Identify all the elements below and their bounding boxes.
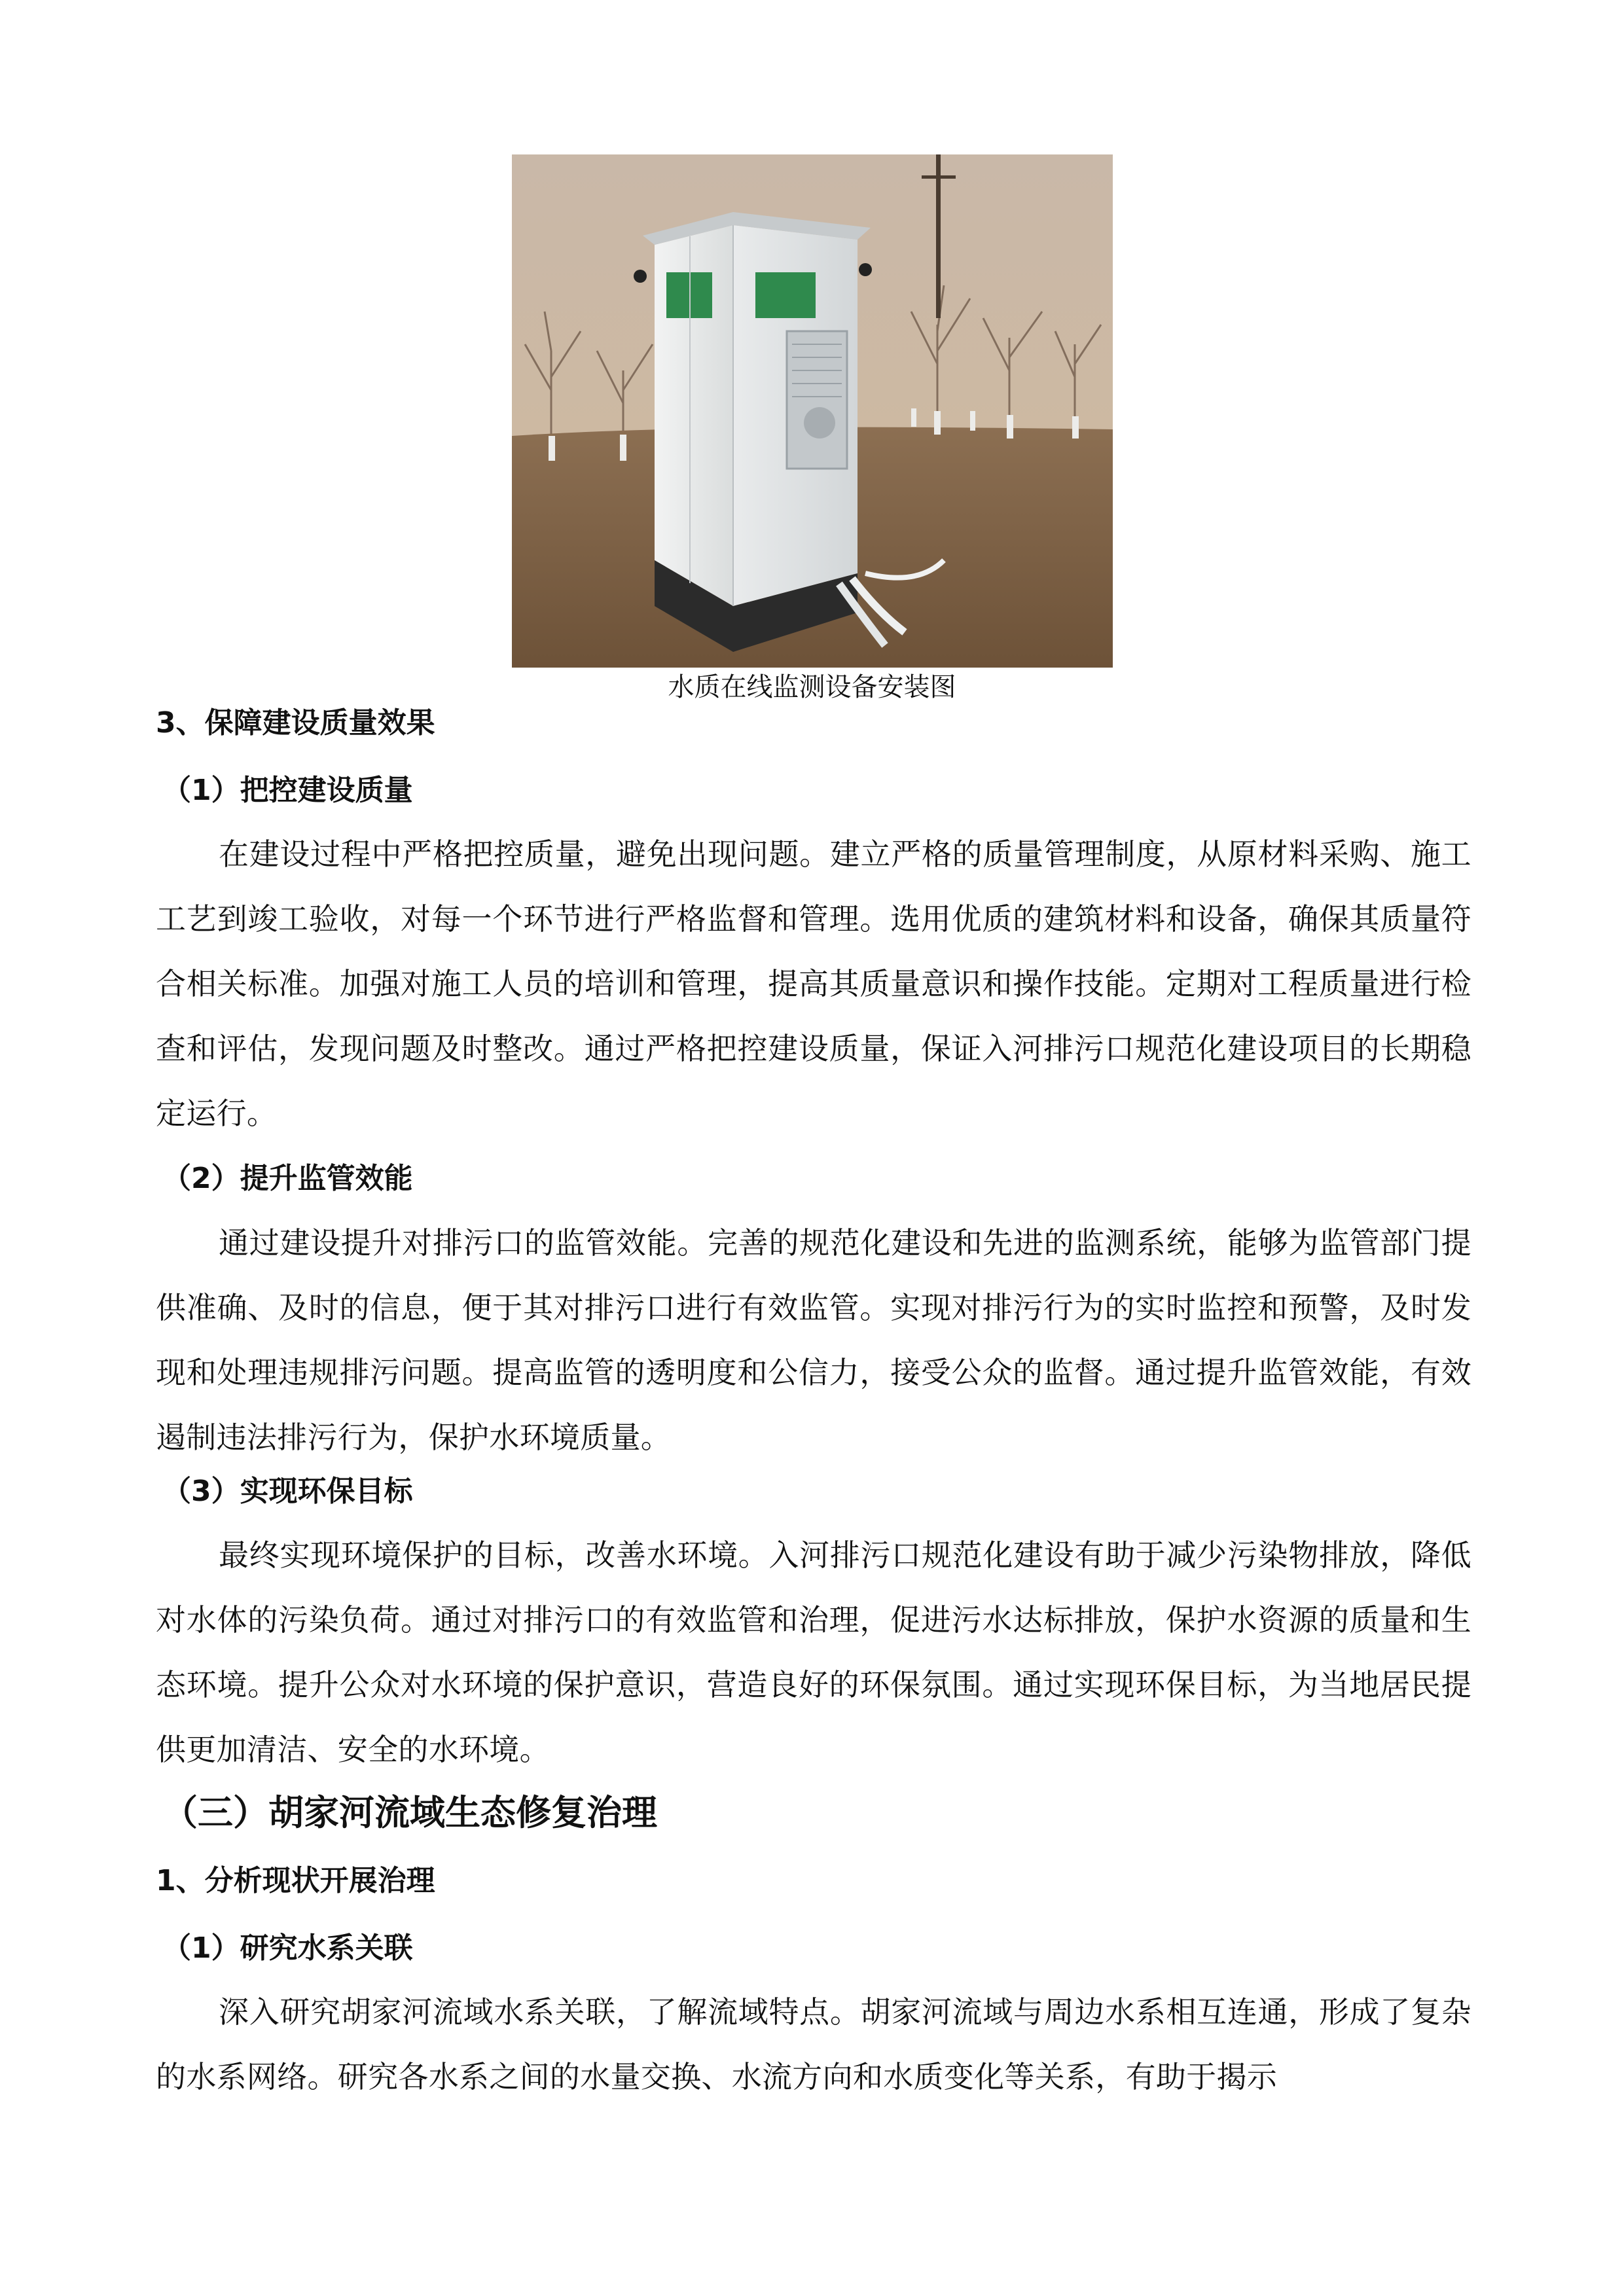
subsection-heading: （2）提升监管效能 [162, 1162, 413, 1195]
section-heading: 1、分析现状开展治理 [156, 1864, 435, 1897]
body-paragraph: 深入研究胡家河流域水系关联，了解流域特点。胡家河流域与周边水系相互连通，形成了复杂的水系网络。研究各水系之间的水量交换、水流方向和水质变化等关系，有助于揭示 [156, 1994, 1471, 2094]
subsection-heading: （1）研究水系关联 [162, 1931, 413, 1965]
subsection-heading: （1）把控建设质量 [162, 774, 413, 807]
body-paragraph: 最终实现环境保护的目标，改善水环境。入河排污口规范化建设有助于减少污染物排放，降低对水体的污染负荷。通过对排污口的有效监管和治理，促进污水达标排放，保护水资源的质量和生态环境。提升公众对水环境的保护意识，营造良好的环保氛围。通过实现环保目标，为当地居民提供更加清洁、安全的水环境。 [156, 1537, 1471, 1767]
body-paragraph: 通过建设提升对排污口的监管效能。完善的规范化建设和先进的监测系统，能够为监管部门提供准确、及时的信息，便于其对排污口进行有效监管。实现对排污行为的实时监控和预警，及时发现和处理违规排污问题。提高监管的透明度和公信力，接受公众的监督。通过提升监管效能，有效遏制违法排污行为，保护水环境质量。 [156, 1225, 1471, 1455]
figure-caption: 水质在线监测设备安装图 [668, 672, 956, 702]
subsection-heading: （3）实现环保目标 [162, 1475, 413, 1508]
body-paragraph: 在建设过程中严格把控质量，避免出现问题。建立严格的质量管理制度，从原材料采购、施工工艺到竣工验收，对每一个环节进行严格监督和管理。选用优质的建筑材料和设备，确保其质量符合相关标准。加强对施工人员的培训和管理，提高其质量意识和操作技能。定期对工程质量进行检查和评估，发现问题及时整改。通过严格把控建设质量，保证入河排污口规范化建设项目的长期稳定运行。 [156, 836, 1471, 1131]
section-heading: 3、保障建设质量效果 [156, 706, 435, 740]
chapter-heading: （三）胡家河流域生态修复治理 [162, 1792, 657, 1833]
monitoring-station-photo [512, 154, 1113, 668]
